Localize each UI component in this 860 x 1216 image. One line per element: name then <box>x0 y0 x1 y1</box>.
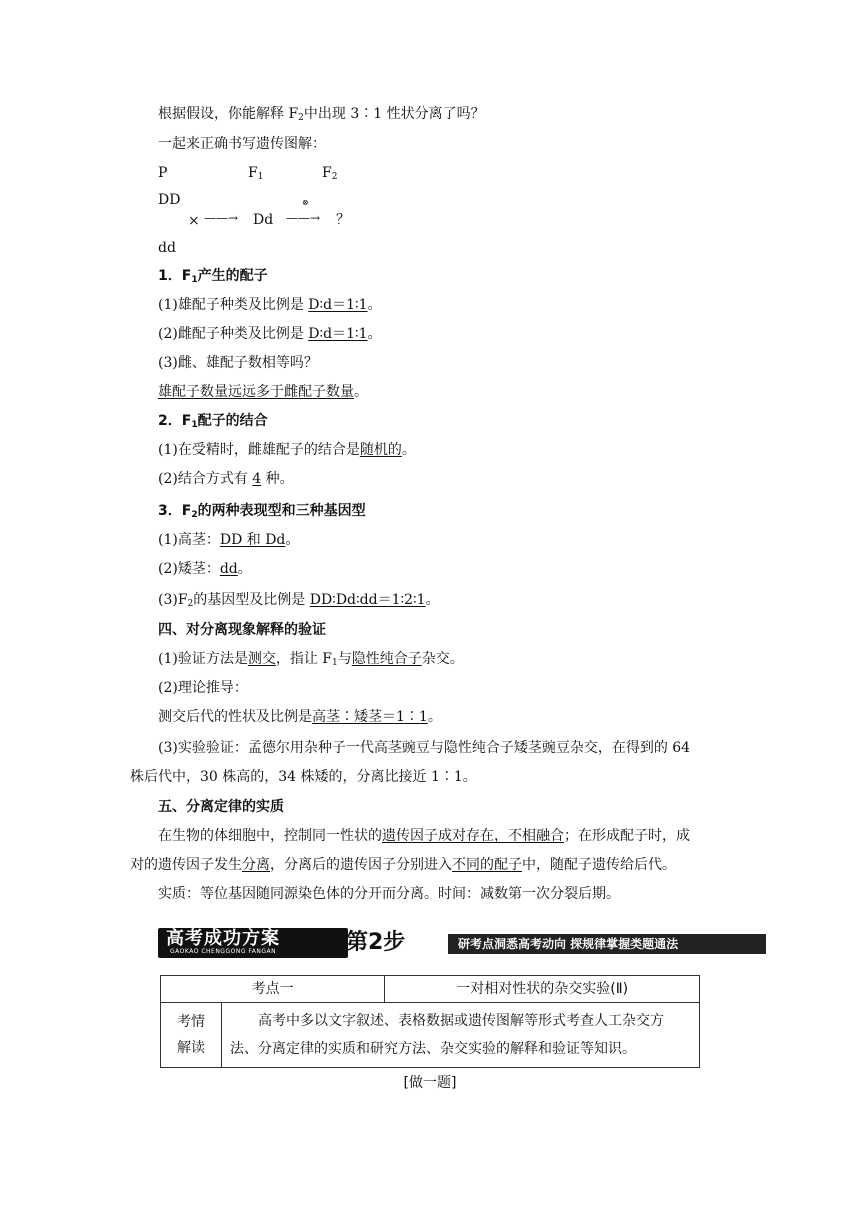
section-5-line-1a: 在生物的体细胞中，控制同一性状的遗传因子成对存在，不相融合；在形成配子时，成 <box>158 828 690 844</box>
answer-blank: 不同的配子 <box>452 857 522 873</box>
section-3-line-1: (1)高茎：DD 和 Dd。 <box>158 532 300 548</box>
banner-title: 高考成功方案 <box>166 928 280 949</box>
answer-blank: 隐性纯合子 <box>351 651 422 667</box>
section-1-line-1: (1)雄配子种类及比例是 D∶d＝1∶1。 <box>158 297 382 313</box>
answer-blank: DD 和 Dd <box>219 532 286 548</box>
answer-blank: 雄配子数量远远多于雌配子数量 <box>158 384 354 400</box>
section-5-line-1b: 对的遗传因子发生分离，分离后的遗传因子分别进入不同的配子中，随配子遗传给后代。 <box>130 857 676 873</box>
table-header-row <box>161 976 700 1003</box>
banner-slogan-block <box>448 934 766 954</box>
section-3-line-3: $(3)F_2$的基因型及比例是 DD∶Dd∶dd＝1∶2∶1。 <box>158 592 440 609</box>
diagram-cross-symbol: × <box>188 213 200 229</box>
answer-blank: D∶d＝1∶1 <box>308 326 368 342</box>
section-1-line-2: (2)雌配子种类及比例是 D∶d＝1∶1。 <box>158 326 382 342</box>
diagram-p-label: P <box>158 165 168 181</box>
diagram-arrow-1: ——→ <box>204 211 239 225</box>
answer-blank: 测交 <box>247 651 276 667</box>
exam-point-table <box>160 975 700 1068</box>
section-5-title: 五、分离定律的实质 <box>158 799 284 815</box>
diagram-result: ？ <box>336 212 350 228</box>
section-1-line-3: (3)雌、雄配子数相等吗？ <box>158 355 318 371</box>
banner-step: 第2步 <box>346 930 406 955</box>
section-2-title: 2．$F_1$配子的结合 <box>158 413 268 430</box>
section-5-line-2: 实质：等位基因随同源染色体的分开而分离。时间：减数第一次分裂后期。 <box>158 886 620 902</box>
diagram-intro: 一起来正确书写遗传图解： <box>158 136 326 152</box>
question-sub: 2 <box>298 113 304 123</box>
section-2-line-2: (2)结合方式有 4 种。 <box>158 471 294 487</box>
banner-pinyin: GAOKAO CHENGGONG FANGAN <box>170 948 277 955</box>
section-3-line-2: (2)矮茎：dd。 <box>158 561 252 577</box>
diagram-f2-label: $F_2$ <box>322 165 338 182</box>
diagram-f1-label: $F_1$ <box>248 165 264 182</box>
answer-blank: 4 <box>252 471 262 487</box>
answer-blank: 分离 <box>242 857 270 873</box>
table-row-content: 高考中多以文字叙述、表格数据或遗传图解等形式考查人工杂交方法、分离定律的实质和研究方法、杂交实验的解释和验证等知识。 <box>222 1003 700 1068</box>
diagram-dd-bottom: dd <box>158 240 176 256</box>
table-row <box>161 1003 700 1068</box>
answer-blank: DD∶Dd∶dd＝1∶2∶1 <box>309 592 426 608</box>
banner-step-block <box>346 928 436 958</box>
question-text-post: 中出现 3∶1 性状分离了吗？ <box>303 106 485 122</box>
answer-blank: 遗传因子成对存在，不相融合 <box>382 828 564 844</box>
table-row-label: 考情 解读 <box>161 1003 222 1068</box>
section-banner <box>158 928 766 958</box>
section-4-line-4b: 株后代中，30 株高的，34 株矮的，分离比接近 1∶1。 <box>130 769 477 785</box>
diagram-arrow-2: ——→ <box>286 211 321 225</box>
section-4-line-3: 测交后代的性状及比例是高茎∶矮茎＝1∶1。 <box>158 709 442 725</box>
section-4-line-2: (2)理论推导： <box>158 680 248 696</box>
diagram-dd-top: DD <box>158 192 181 208</box>
section-4-title: 四、对分离现象解释的验证 <box>158 622 326 638</box>
section-4-line-1: (1)验证方法是测交，指让 $F_1$与隐性纯合子杂交。 <box>158 651 464 668</box>
section-2-line-1: (1)在受精时，雌雄配子的结合是随机的。 <box>158 442 416 458</box>
self-cross-icon: ⊗ <box>302 198 309 207</box>
answer-blank: dd <box>219 561 238 577</box>
answer-blank: D∶d＝1∶1 <box>308 297 368 313</box>
table-header-cell-1: 考点一 <box>161 976 385 1003</box>
table-header-cell-2: 一对相对性状的杂交实验(Ⅱ) <box>385 976 700 1003</box>
diagram-f1-genotype: Dd <box>253 212 274 228</box>
answer-blank: 高茎∶矮茎＝1∶1 <box>312 709 428 725</box>
section-1-line-4: 雄配子数量远远多于雌配子数量。 <box>158 384 368 400</box>
question-text-pre: 根据假设，你能解释 F <box>158 106 299 122</box>
practice-title: [做一题] <box>403 1075 457 1091</box>
answer-blank: 随机的 <box>359 442 402 458</box>
section-3-title: 3．$F_2$的两种表现型和三种基因型 <box>158 503 366 520</box>
banner-title-block <box>158 928 348 958</box>
banner-slogan: 研考点洞悉高考动向 探规律掌握类题通法 <box>458 937 679 951</box>
section-4-line-4a: (3)实验验证：孟德尔用杂种子一代高茎豌豆与隐性纯合子矮茎豌豆杂交，在得到的 64 <box>158 740 691 756</box>
section-1-title: 1．$F_1$产生的配子 <box>158 268 268 285</box>
intro-question <box>158 104 485 128</box>
